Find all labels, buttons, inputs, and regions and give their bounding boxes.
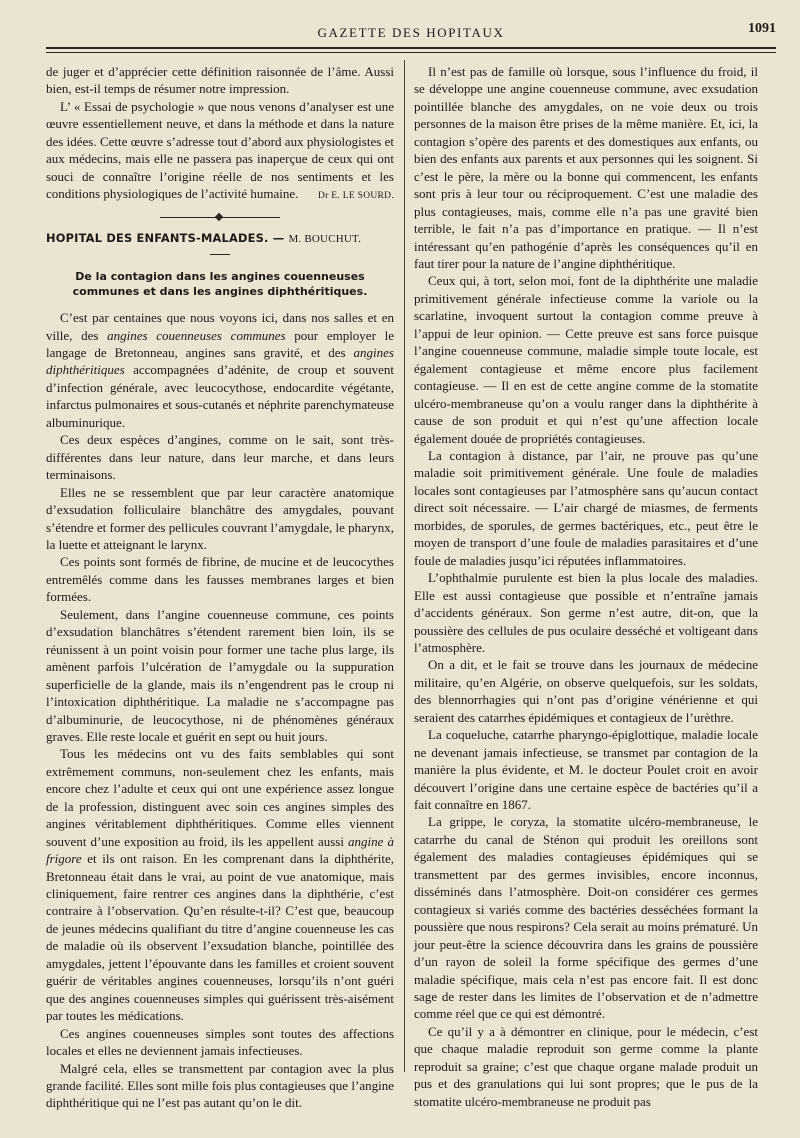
paragraph: L’ophthalmie purulente est bien la plus locale des maladies. Elle est aussi contagieuse que possible et n’entraîne jamais d’accidents généraux. Son germe n’est autre, dit-on, que la poussière des cellules de pus oculaire desséché et voltigeant dans l’atmosphère. xyxy=(414,570,758,655)
paragraph: Ce qu’il y a à démontrer en clinique, pour le médecin, c’est que chaque maladie reproduit son germe comme la plante reproduit sa graine; c’est que chaque organe malade produit un pus et des granulations qui lui sont propres; que le pus de la stomatite ulcéro-membraneuse ne produit pas xyxy=(414,1023,758,1109)
paragraph-text: L’ « Essai de psychologie » que nous venons d’analyser est une œuvre essentiellement neuve, et dans la méthode et dans la nature des idées. Cette œuvre s’adresse tout d’abord aux physiologistes et aux médecins, mais elle ne passera pas inaperçue de ceux qui ont souci de connaître l’origine réelle de nos sentiments et les conditions physiologiques de l’activité humaine. xyxy=(46,98,394,202)
left-column xyxy=(46,63,394,1112)
italic-term: angines couenneuses communes xyxy=(107,327,286,343)
paragraph: La contagion à distance, par l’air, ne prouve pas qu’une maladie soit primitivement générale. Une foule de maladies locales sont contagieuses par l’atmosphère sans qu’aucun contact direct soit nécessaire. — L’air chargé de miasmes, de ferments morbides, de sporules, de germes bactériques, etc., peut être le moyen de transport d’une foule de maladies parasitaires et d’une foule de maladies jusqu’ici réputées inflammatoires. xyxy=(414,447,758,568)
separator-ornament xyxy=(160,214,280,220)
paragraph: de juger et d’apprécier cette définition raisonnée de l’âme. Aussi bien, est-il temps de résumer notre impression. xyxy=(46,64,394,97)
article-title: De la contagion dans les angines couenneuses communes et dans les angines diphthéritiques. xyxy=(72,270,368,299)
italic-term: angine à frigore xyxy=(46,833,394,867)
signature: Dr E. LE SOURD. xyxy=(317,191,394,202)
paragraph: La grippe, le coryza, la stomatite ulcéro-membraneuse, le catarrhe du canal de Sténon qui produit les oreillons sont également des maladies contagieuses épidémiques qui se transmettent par des germes invisibles, encore inconnus, disséminés dans l’atmosphère. Doit-on considérer ces germes contagieux si variés comme des bactéries desséchées formant la poussière que nous respirons? Cela serait au moins prématuré. Un jour peut-être la science découvrira dans les grains de poussière d’un rayon de soleil la forme spécifique des germes d’une maladie spécifique, mais cela n’est pas encore fait. Il est donc sage de rester dans les limites de l’observation et de n’admettre comme réel que ce qui est démontré. xyxy=(414,814,758,1022)
header-rule-thin xyxy=(46,52,776,53)
section-title-text: HOPITAL DES ENFANTS-MALADES. — xyxy=(46,230,285,245)
section-author: M. BOUCHUT. xyxy=(288,232,362,245)
paragraph: La coqueluche, catarrhe pharyngo-épiglottique, maladie locale ne devenant jamais infectieuse, se transmet par contagion de la manière la plus évidente, et M. le docteur Poulet croit en avoir découvert l’origine dans une certaine espèce de bactéries qu’il a fait connaître en 1867. xyxy=(414,727,758,813)
right-column xyxy=(414,63,758,1110)
paragraph: Ces points sont formés de fibrine, de mucine et de leucocythes entremêlés comme dans les fausses membranes larges et bien formées. xyxy=(46,554,394,605)
text-run: pour employer le langage de Bretonneau, angines sans gravité, et des xyxy=(46,327,395,360)
page-number: 1091 xyxy=(748,21,776,36)
page-header xyxy=(46,20,776,44)
italic-term: angines diphthéritiques xyxy=(46,344,394,378)
paragraph: Malgré cela, elles se transmettent par contagion avec la plus grande facilité. Elles sont mille fois plus contagieuses que l’angine diphthéritique qui ne l’est pas autant qu’on le dit. xyxy=(46,1060,394,1111)
paragraph xyxy=(46,98,394,203)
paragraph: On a dit, et le fait se trouve dans les journaux de médecine militaire, qu’en Algérie, on observe quelquefois, sur les soldats, des blennorrhagies qui n’ont pas d’origine vénérienne et qui seraient des catarrhes épidémiques et contagieux de l’urèthre. xyxy=(414,657,758,725)
text-run: Tous les médecins ont vu des faits semblables qui sont extrêmement communs, non-seulement chez les enfants, mais encore chez l’adulte et ceux qui ont une expérience assez longue de la profession, distinguent avec soin ces angines simples des angines véritablement diphthéritiques. Comme elles viennent souvent d’une exposition au froid, ils les appellent aussi xyxy=(46,746,394,849)
header-rule xyxy=(46,47,776,49)
section-title xyxy=(46,230,394,248)
paragraph xyxy=(46,745,394,1024)
paragraph: Ces angines couenneuses simples sont toutes des affections locales et elles ne deviennent jamais infectieuses. xyxy=(46,1025,394,1059)
paragraph: Seulement, dans l’angine couenneuse commune, ces points d’exsudation blanchâtres s’étendent rarement bien loin, ils se réunissent à un point voisin pour former une tache plus large, ils amènent parfois l’ulcération de l’amygdale ou la suppuration superficielle de la glande, mais ils n’engendrent pas le croup ni l’intoxication diphthéritique. La maladie ne s’accompagne pas d’albuminurie, de leucocythose, ni de phénomènes généraux graves. Elle reste locale et guérit en sept ou huit jours. xyxy=(46,606,394,744)
paragraph: Il n’est pas de famille où lorsque, sous l’influence du froid, il se développe une angine couenneuse commune, avec exsudation pointillée blanche des amygdales, on ne voie deux ou trois personnes de la maison être prises de la même manière. Et, ici, la contagion s’opère des parents et des domestiques aux enfants, ou bien des enfants aux parents et aux personnes qui les soignent. Si c’est le père, la mère ou la bonne qui commencent, les enfants sont pris à leur tour ou réciproquement. C’est une maladie des plus contagieuses, mais, comme elle n’a pas une gravité bien terrible, le fait n’a pas d’importance en pratique. — Il n’est intéressant qu’en pathogénie d’après les conséquences qu’il en faut tirer pour la nature de l’angine diphthéritique. xyxy=(414,64,758,271)
title-dash xyxy=(210,254,230,255)
paragraph xyxy=(46,309,394,431)
paragraph: Ces deux espèces d’angines, comme on le sait, sont très-différentes dans leur nature, dans leur marche, et dans leurs terminaisons. xyxy=(46,432,394,483)
paragraph: Elles ne se ressemblent que par leur caractère anatomique d’exsudation folliculaire blanchâtre des amygdales, pouvant s’étendre et former des pellicules couvrant l’amygdale, le pharynx, la luette et atteignant le larynx. xyxy=(46,484,394,552)
running-title: GAZETTE DES HOPITAUX xyxy=(317,25,505,40)
column-divider xyxy=(404,60,405,1072)
text-run: et ils ont raison. En les comprenant dans la diphthérite, Bretonneau était dans le vrai, au point de vue anatomique, mais cliniquement, faire rentrer ces angines dans la diphthérie, c’est contraire à l’observation. Qu’en résulte-t-il? C’est que, beaucoup de jeunes médecins qualifiant du titre d’angine couenneuse les cas de maladie où ils observent l’exsudation blanche, pointillée des amygdales, jettent l’épouvante dans les familles et croient souvent guérir de véritables angines couenneuses, lorsqu’ils n’ont guéri que des angines couenneuses simples qui guérissent très-aisément par toutes les médications. xyxy=(46,851,394,1024)
paragraph: Ceux qui, à tort, selon moi, font de la diphthérite une maladie primitivement générale infectieuse comme la variole ou la scarlatine, invoquent surtout la contagion comme preuve à l’appui de leur opinion. — Cette preuve est sans force puisque l’angine couenneuse commune, maladie simple toute locale, est également contagieuse et même encore plus facilement contagieuse. — Il en est de cette angine comme de la stomatite ulcéro-membraneuse qu’on a voulu ranger dans la diphthérite à cause de son produit et qui n’est qu’une affection locale également douée de propriétés contagieuses. xyxy=(414,273,758,446)
text-run: C’est par centaines que nous voyons ici, dans nos salles et en ville, des xyxy=(46,310,394,343)
text-run: accompagnées d’adénite, de croup et souvent d’infection générale, avec leucocythose, endocardite végétante, infarctus pulmonaires et sous-cutanés et néphrite parenchymateuse albuminurique. xyxy=(46,362,394,430)
